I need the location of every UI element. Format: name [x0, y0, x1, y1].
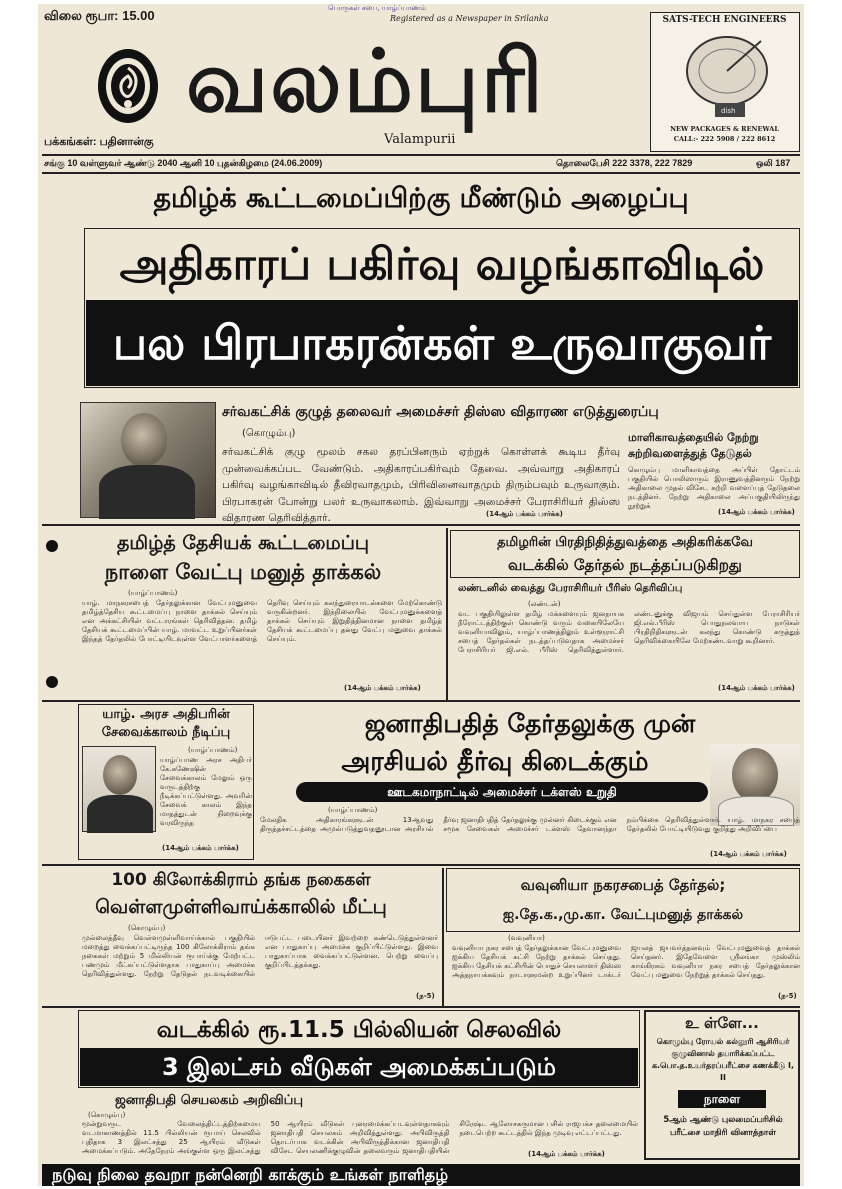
- ga-headline-2: சேவைக்காலம் நீடிப்பு: [101, 725, 231, 740]
- masthead-subtitle: Valampurii: [384, 132, 456, 147]
- douglas-photo: [710, 744, 800, 826]
- gold-headline-2: வெள்ளமுள்ளிவாய்க்காலில் மீட்பு: [95, 896, 387, 918]
- dateline-phone: தொலைபேசி 222 3378, 222 7829: [556, 158, 693, 168]
- election-jump: (14ஆம் பக்கம் பார்க்க): [710, 850, 787, 858]
- housing-headline-2: 3 இலட்சம் வீடுகள் அமைக்கப்படும்: [80, 1048, 638, 1086]
- london-body: வட பகுதியிலுள்ள தமிழ் மக்களையும் ஜனநாயக நீரோட்டத்திற்குள் கொண்டு வரும் வகையிலேயே வவுனியாவிலும், யாழ்ப்பாணத்திலும் உள்ளூராட்சி சபைத் தேர்தல்கள் நடத்தப்படுவதாக அமைச்சர் பேராசிரியர் ஜி.எல். பீரிஸ் தெரிவித்துள்ளார். லண்டனுக்கு விஜயம் செய்துள்ள பேராசிரியர் ஜி.எல்.பீரிஸ் பொதுநலவாய நாடுகள் பிரதிநிதிகளுடன் கலந்து கொண்டு கருத்துத் தெரிவிக்கையிலே மேற்கண்டவாறு கூறினார்.: [458, 610, 800, 654]
- housing-headline-1: வடக்கில் ரூ.11.5 பில்லியன் செலவில்: [156, 1017, 562, 1043]
- masthead-title: வலம்புரி: [186, 32, 545, 132]
- election-dateline: (யாழ்ப்பாணம்): [328, 806, 378, 814]
- section-rule-1: [42, 524, 800, 526]
- side-story-headline: மாளிகாவத்தையில் நேற்று சுற்றிவளைத்துத் தேடுதல்: [628, 431, 759, 460]
- ga-headline-1: யாழ். அரச அதிபரின்: [102, 707, 230, 722]
- ga-dateline: (யாழ்ப்பாணம்): [188, 746, 238, 754]
- lead-kicker: தமிழ்க் கூட்டமைப்பிற்கு மீண்டும் அழைப்பு: [153, 183, 689, 214]
- satellite-dish-icon: [681, 29, 771, 121]
- lead-body: சர்வகட்சிக் குழு மூலம் சகல தரப்பினரும் ஏற்றுக் கொள்ளக் கூடிய தீர்வு முன்வைக்கப்பட வேண்டும். அதிகாரப்பகிர்வும் தேவை. அவ்வாறு அதிகாரப் பகிர்வு வழங்காவிடில் தீவிரவாதமும், பிரிவினைவாதமும் திரும்பவும் உருவாகும். பிரபாகரன் போன்று பலர் உருவாகலாம். இவ்வாறு அமைச்சர் பேராசிரியர் திஸ்ஸ விதாரண தெரிவித்தார்.: [222, 446, 620, 524]
- housing-dateline: (கொழும்பு): [88, 1111, 126, 1119]
- tna-headline-1: தமிழ்த் தேசியக் கூட்டமைப்பு: [116, 532, 369, 554]
- vavuniya-dateline: (வவுனியா): [508, 934, 545, 942]
- lead-headline-2: பல பிரபாகரன்கள் உருவாகுவர்: [86, 300, 798, 386]
- tna-headline-2: நாளை வேட்பு மனுத் தாக்கல்: [104, 560, 382, 584]
- lead-dateline: (கொழும்பு): [242, 428, 296, 439]
- section-rule-4: [42, 1006, 800, 1008]
- gold-body: முல்லைத்தீவு வெள்ளமுள்ளிவாய்க்கால் பகுதியில் மறைத்து வைக்கப்பட்டிருந்த 100 கிலோக்கிராம் தங்க நகைகள் மற்றும் 5 மில்லியன் ரூபாய்க்கு மேற்பட்ட பணமும் மீட்கப்பட்டுள்ளதாக பாதுகாப்பு அமைச்சு தெரிவித்துள்ளது. நேற்று தேடுதல் நடவடிக்கையில் ஈடுபட்ட படையினர் இவற்றை கண்டெடுத்துள்ளனர் என பாதுகாப்பு அமைச்சு குறிப்பிட்டுள்ளது. இவை பாதுகாப்பாக வைக்கப்பட்டுள்ளன. பெற்று வைப்பு குறிப்பிடத்தக்கது.: [82, 934, 438, 978]
- election-headline-1: ஜனாதிபதித் தேர்தலுக்கு முன்: [364, 709, 696, 738]
- vavuniya-headline-1: வவுனியா நகரசபைத் தேர்தல்;: [520, 876, 726, 894]
- pages-count: பக்கங்கள்: பதினான்கு: [44, 136, 154, 148]
- ga-jump: (14ஆம் பக்கம் பார்க்க): [162, 844, 239, 852]
- gold-headline-1: 100 கிலோக்கிராம் தங்க நகைகள்: [111, 870, 371, 890]
- lead-subhead: சர்வகட்சிக் குழுத் தலைவர் அமைச்சர் திஸ்ஸ விதாரண எடுத்துரைப்பு: [222, 404, 659, 420]
- housing-body: மூன்றுவருட வேலைத்திட்டத்திற்கமைய வடமாகாணத்தில் 11.5 பில்லியன் ரூபாய் செலவில் புதிதாக 3 இலட்சத்து 25 ஆயிரம் வீடுகள் அமைக்கப்படும். அதேநேரம் அங்குள்ள ஒரு இலட்சத்து 50 ஆயிரம் வீடுகள் புனரமைக்கப்படவுள்ளதாகவும் ஜனாதிபதி செயலகம் அறிவித்துள்ளது. அபிவிருத்தி தொடர்பாக வடக்கின் அபிவிருத்திக்கான ஜனாதிபதி விசேட செயலணிக்குழுவின் தலைவரும் ஜனாதிபதியின் சிரேஷ்ட ஆலோசகருமான பசில் ராஜபக்ச தலைமையில் நடைபெற்ற கூட்டத்தில் இந்த முடிவு எட்டப்பட்டது.: [82, 1120, 638, 1155]
- newspaper-page: [38, 4, 804, 1186]
- election-headline-2: அரசியல் தீர்வு கிடைக்கும்: [341, 747, 649, 777]
- london-dateline: (லண்டன்): [528, 600, 561, 608]
- housing-subhead: ஜனாதிபதி செயலகம் அறிவிப்பு: [114, 1093, 304, 1108]
- dateline-rule-top: [42, 154, 800, 156]
- dateline-rule-bottom: [42, 172, 800, 174]
- section-rule-3: [42, 864, 800, 866]
- binder-hole-2: [46, 676, 58, 688]
- stamp-text: பொருகள் சபை, யாழ்ப்பாணம்: [328, 4, 426, 12]
- registration-note: Registered as a Newspaper in Srilanka: [390, 14, 549, 23]
- advert-box: [650, 12, 800, 152]
- london-subhead: லண்டனில் வைத்து பேராசிரியர் பீரிஸ் தெரிவிப்பு: [458, 583, 683, 594]
- footer-slogan: நடுவு நிலை தவறா நன்னெறி காக்கும் உங்கள் நாளிதழ்: [42, 1164, 800, 1186]
- lead-jump: (14ஆம் பக்கம் பார்க்க): [486, 510, 563, 518]
- side-story-body: கொழும்பு மாளிகாவத்தை அப்பிள் தோட்டம் பகுதியில் பொலிஸாரும் இராணுவத்தினரும் நேற்று அதிகாலை முதல் விசேட சுற்றி வளைப்புத் தேடுதலை நடத்தினர். நேற்று அதிகாலை அப்பகுதியிலிருந்து நூற்றுக்: [628, 466, 800, 510]
- price-label: விலை ரூபா: 15.00: [44, 8, 155, 23]
- dateline-date: சங்கு 10 வள்ளுவர் ஆண்டு 2040 ஆனி 10 புதன்கிழமை (24.06.2009): [44, 158, 323, 168]
- london-jump: (14ஆம் பக்கம் பார்க்க): [718, 684, 795, 692]
- inside-item-2: 5ஆம் ஆண்டு புலமைப்பரிசில் பரீட்சை மாதிரி வினாத்தாள்: [663, 1115, 783, 1138]
- vavuniya-jump: (ந-5): [778, 992, 797, 1000]
- gold-jump: (ந-5): [416, 992, 435, 1000]
- dateline-issue: ஒலி 187: [756, 158, 791, 168]
- election-body: மேலதிக அதிகாரங்களுடன் 13ஆவது திருத்தச்சட்டத்தை அமுல்படுத்துவதனூடான அரசியல் தீர்வு ஜனாதிபதித் தேர்தலுக்கு முன்னர் கிடைக்கும் என சமூக சேவைகள் அமைச்சர் டக்ளஸ் தேவானந்தா நம்பிக்கை தெரிவித்துள்ளார். யாழ். மாநகர சபைத் தேர்தலில் போட்டியிடுவது குறித்து அறிவிப்பை: [260, 816, 800, 833]
- advert-line1: NEW PACKAGES & RENEWAL: [670, 125, 779, 133]
- london-kicker: தமிழரின் பிரதிநிதித்துவத்தை அதிகரிக்கவே: [497, 535, 753, 550]
- lead-headline-1: அதிகாரப் பகிர்வு வழங்காவிடில்: [119, 239, 765, 290]
- election-subhead: ஊடகமாநாட்டில் அமைச்சர் டக்ளஸ் உறுதி: [296, 782, 708, 802]
- vavuniya-headline-2: ஐ.தே.க.,மு.கா. வேட்புமனுத் தாக்கல்: [502, 907, 744, 923]
- inside-item-1: கொழும்பு ரோயல் கல்லூரி ஆசிரியர் குழுவினால் தயாரிக்கப்பட்ட க.பொ.த.உயர்தரப்பரீட்சை கணக்கீடு I, II: [651, 1037, 795, 1082]
- ga-body: யாழ்ப்பாண அரச அதிபர் கே.கணேஷின் சேவைக்காலம் மேலும் ஒரு வருடத்திற்கு நீடிக்கப்பட்டுள்ளது. அவரின் சேவைக் காலம் இந்த மாதத்துடன் நிறைவுக்கு வரவிருந்த: [160, 756, 252, 827]
- inside-title: உ ள்ளே...: [685, 1014, 759, 1032]
- vavuniya-body: வவுனியா நகர சபைத் தேர்தலுக்கான வேட்புமனுவை ஐக்கிய தேசியக் கட்சி நேற்று தாக்கல் செய்தது. ஐக்கிய தேசியக் கட்சியின் பொதுச் செயலாளர் திஸ்ஸ அத்தநாயக்கவும் நாடாளுமன்ற உறுப்பினர் டாக்டர் ஜயலத் ஜயவர்த்தனவும் வேட்புமனுவைத் தாக்கல் செய்தனர். இதேவேளை ஸ்ரீலங்கா முஸ்லிம் காங்கிரசும் வவுனியா நகர சபைத் தேர்தலுக்கான வேட்பு மனுவை நேற்றுத் தாக்கல் செய்தது.: [452, 944, 800, 979]
- side-story-jump: (14ஆம் பக்கம் பார்க்க): [718, 508, 795, 516]
- svg-text:dish: dish: [721, 107, 736, 115]
- tna-jump: (14ஆம் பக்கம் பார்க்க): [344, 684, 421, 692]
- conch-logo-icon: [94, 46, 162, 126]
- housing-jump: (14ஆம் பக்கம் பார்க்க): [528, 1150, 605, 1158]
- ga-photo: [82, 746, 156, 832]
- advert-line2: CALL:- 222 5908 / 222 8612: [673, 135, 776, 143]
- london-headline: வடக்கில் தேர்தல் நடத்தப்படுகிறது: [508, 556, 742, 574]
- gold-dateline: (கொழும்பு): [128, 924, 166, 932]
- minister-photo: [80, 402, 216, 518]
- section-rule-2: [42, 700, 800, 702]
- tna-dateline: (யாழ்ப்பாணம்): [128, 589, 178, 597]
- column-rule-2: [442, 868, 444, 1008]
- inside-tag: நாளை: [678, 1090, 766, 1108]
- column-rule-1: [446, 528, 448, 700]
- advert-company: SATS-TECH ENGINEERS: [662, 15, 787, 25]
- binder-hole-1: [46, 540, 58, 552]
- tna-body: யாழ். மாநகரசபைத் தேர்தலுக்கான வேட்புமனுவை தமிழ்த்தேசிய கூட்டமைப்பு நாளை தாக்கல் செய்யும் என அக்கட்சியின் வட்டாரங்கள் தெரிவித்தன. தமிழ் தேசியக் கூட்டமைப்பின் யாழ். மாவட்ட உறுப்பினர்கள் இந்தத் தேர்தலில் போட்டியிடவுள்ள வேட்பாளர்களைத் தெரிவு செய்யும் கலந்துரையாடல்களை மேற்கொண்டு வருகின்றனர். இந்நிலையில் வேட்புமனுக்களைத் தாக்கல் செய்யும் இறுதித்தினமான நாளை தமிழ்த் தேசியக் கூட்டமைப்பு தனது வேட்பு மனுவை தாக்கல் செய்யும்.: [82, 599, 442, 643]
